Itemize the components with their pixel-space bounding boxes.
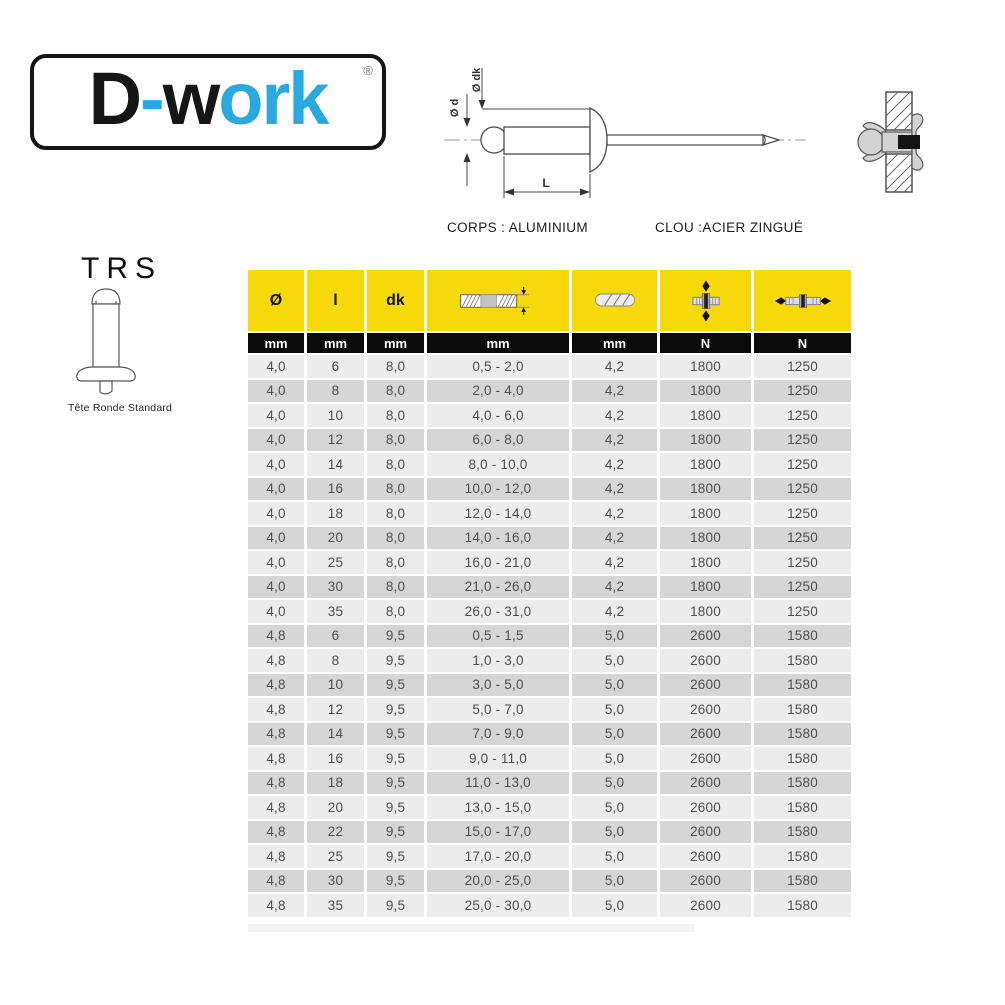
- table-cell: 18: [307, 502, 364, 525]
- table-cell: 12: [307, 698, 364, 721]
- table-cell: 9,5: [367, 625, 424, 648]
- table-cell: 5,0: [572, 845, 657, 868]
- table-cell: 1250: [754, 429, 851, 452]
- table-row: [248, 527, 851, 550]
- table-cell: 1800: [660, 355, 751, 378]
- table-cell: 4,0: [248, 429, 304, 452]
- table-cell: 1800: [660, 404, 751, 427]
- table-cell: 10: [307, 404, 364, 427]
- col-header-tensile: [754, 270, 851, 331]
- table-cell: 0,5 - 1,5: [427, 625, 569, 648]
- brand-logo: [30, 54, 386, 150]
- table-cell: 1250: [754, 502, 851, 525]
- col-header-length: [307, 270, 364, 331]
- table-cell: 1250: [754, 527, 851, 550]
- table-cell: 1800: [660, 453, 751, 476]
- table-cell: 8: [307, 380, 364, 403]
- trs-rivet-sketch: [73, 288, 139, 398]
- table-cell: 4,0 - 6,0: [427, 404, 569, 427]
- product-code: TRS: [81, 252, 162, 285]
- table-cell: 1580: [754, 870, 851, 893]
- cross-section-icon: [856, 90, 930, 194]
- dim-label-dk: Ø dk: [471, 67, 483, 93]
- table-cell: 5,0: [572, 698, 657, 721]
- table-row: [248, 478, 851, 501]
- rivet-flange: [590, 108, 607, 172]
- table-cell: 25: [307, 551, 364, 574]
- table-cell: 9,5: [367, 698, 424, 721]
- table-cell: 5,0: [572, 796, 657, 819]
- dim-arrow: [504, 189, 514, 196]
- table-cell: 4,0: [248, 576, 304, 599]
- table-cell: 4,8: [248, 796, 304, 819]
- table-cell: 1250: [754, 478, 851, 501]
- table-cell: 8,0: [367, 502, 424, 525]
- table-cell: 1250: [754, 453, 851, 476]
- table-cell: 30: [307, 870, 364, 893]
- logo-segment: ork: [218, 57, 328, 140]
- col-header-head-diameter: [367, 270, 424, 331]
- registered-trademark-icon: ®: [363, 63, 373, 78]
- table-cell: 12: [307, 429, 364, 452]
- table-row: [248, 845, 851, 868]
- rivet-body: [504, 127, 590, 154]
- table-row: [248, 551, 851, 574]
- table-row: [248, 453, 851, 476]
- product-caption: Tête Ronde Standard: [67, 402, 173, 414]
- table-cell: 1250: [754, 576, 851, 599]
- table-cell: 35: [307, 894, 364, 917]
- table-cell: 8,0: [367, 551, 424, 574]
- table-cell: 4,2: [572, 551, 657, 574]
- icon-header-row: [248, 270, 851, 331]
- table-cell: 6: [307, 625, 364, 648]
- col-header-shear: [660, 270, 751, 331]
- table-cell: 1250: [754, 355, 851, 378]
- table-cell: 1250: [754, 551, 851, 574]
- logo-segment: D: [88, 57, 141, 140]
- table-cell: 21,0 - 26,0: [427, 576, 569, 599]
- table-row: [248, 625, 851, 648]
- table-cell: 25,0 - 30,0: [427, 894, 569, 917]
- table-cell: 1800: [660, 478, 751, 501]
- table-cell: 2600: [660, 821, 751, 844]
- dim-arrow: [479, 100, 486, 109]
- table-row: [248, 600, 851, 623]
- table-cell: 4,8: [248, 894, 304, 917]
- table-cell: 4,0: [248, 502, 304, 525]
- dim-label-d: Ø d: [449, 98, 461, 118]
- table-cell: 30: [307, 576, 364, 599]
- table-cell: 8,0 - 10,0: [427, 453, 569, 476]
- table-cell: 7,0 - 9,0: [427, 723, 569, 746]
- table-cell: 9,5: [367, 870, 424, 893]
- table-cell: 4,2: [572, 527, 657, 550]
- table-cell: 4,2: [572, 380, 657, 403]
- table-cell: 6,0 - 8,0: [427, 429, 569, 452]
- table-cell: 9,5: [367, 845, 424, 868]
- table-cell: 2600: [660, 796, 751, 819]
- rivet-ball-head: [481, 127, 507, 153]
- table-cell: 8,0: [367, 453, 424, 476]
- table-cell: 14: [307, 723, 364, 746]
- table-cell: 8,0: [367, 380, 424, 403]
- table-row: [248, 894, 851, 917]
- table-cell: 1800: [660, 527, 751, 550]
- table-cell: 4,8: [248, 747, 304, 770]
- table-cell: 0,5 - 2,0: [427, 355, 569, 378]
- table-cell: 8: [307, 649, 364, 672]
- col-header-label: Ø: [269, 291, 283, 309]
- set-rivet-cross-section: [856, 90, 930, 194]
- table-row: [248, 723, 851, 746]
- table-cell: 4,2: [572, 453, 657, 476]
- table-cell: 15,0 - 17,0: [427, 821, 569, 844]
- table-cell: 4,8: [248, 723, 304, 746]
- table-cell: 4,8: [248, 698, 304, 721]
- table-cell: 4,0: [248, 551, 304, 574]
- cropped-next-row-artifact: [248, 924, 695, 932]
- table-cell: 2600: [660, 845, 751, 868]
- table-cell: 4,0: [248, 527, 304, 550]
- table-cell: 20: [307, 527, 364, 550]
- hatched-plate-top: [886, 92, 912, 130]
- col-header-label: dk: [386, 291, 405, 309]
- table-cell: 1800: [660, 380, 751, 403]
- unit-cell: mm: [248, 333, 304, 353]
- table-cell: 9,5: [367, 649, 424, 672]
- table-row: [248, 674, 851, 697]
- mandrel-tip: [763, 135, 779, 145]
- table-cell: 5,0: [572, 723, 657, 746]
- table-cell: 2600: [660, 747, 751, 770]
- table-cell: 4,2: [572, 404, 657, 427]
- rivet-mandrel: [607, 135, 763, 145]
- nail-material-note: CLOU :ACIER ZINGUÉ: [655, 220, 804, 235]
- table-cell: 12,0 - 14,0: [427, 502, 569, 525]
- table-cell: 1580: [754, 625, 851, 648]
- table-row: [248, 355, 851, 378]
- table-cell: 22: [307, 821, 364, 844]
- table-cell: 4,2: [572, 502, 657, 525]
- col-header-grip-range: [427, 270, 569, 331]
- brand-logo-text: [88, 57, 328, 140]
- rivet-side-view: [440, 48, 812, 218]
- table-cell: 2600: [660, 870, 751, 893]
- table-cell: 1800: [660, 576, 751, 599]
- table-cell: 20,0 - 25,0: [427, 870, 569, 893]
- table-cell: 1580: [754, 747, 851, 770]
- col-header-label: l: [333, 291, 338, 309]
- table-cell: 4,2: [572, 355, 657, 378]
- table-cell: 1580: [754, 796, 851, 819]
- table-cell: 8,0: [367, 576, 424, 599]
- table-cell: 2600: [660, 894, 751, 917]
- table-cell: 2600: [660, 649, 751, 672]
- units-header-row: [248, 333, 851, 353]
- table-cell: 9,5: [367, 821, 424, 844]
- dim-arrow: [464, 118, 471, 127]
- table-cell: 5,0: [572, 821, 657, 844]
- table-row: [248, 821, 851, 844]
- table-cell: 1250: [754, 380, 851, 403]
- rivet-flange: [77, 367, 136, 381]
- table-cell: 8,0: [367, 600, 424, 623]
- table-row: [248, 747, 851, 770]
- dim-arrow: [464, 153, 471, 162]
- table-cell: 1800: [660, 600, 751, 623]
- table-cell: 11,0 - 13,0: [427, 772, 569, 795]
- logo-segment: -: [140, 57, 163, 140]
- table-cell: 5,0: [572, 772, 657, 795]
- trs-rivet-icon: [73, 288, 139, 398]
- table-cell: 6: [307, 355, 364, 378]
- table-cell: 2,0 - 4,0: [427, 380, 569, 403]
- table-cell: 17,0 - 20,0: [427, 845, 569, 868]
- drill-bit-icon: [594, 292, 636, 308]
- table-cell: 1580: [754, 723, 851, 746]
- table-cell: 4,2: [572, 600, 657, 623]
- table-row: [248, 796, 851, 819]
- table-cell: 4,8: [248, 772, 304, 795]
- table-cell: 16: [307, 478, 364, 501]
- table-row: [248, 429, 851, 452]
- rivet-shank: [93, 304, 119, 367]
- table-cell: 4,8: [248, 845, 304, 868]
- table-cell: 2600: [660, 698, 751, 721]
- grip-range-icon: [459, 287, 537, 315]
- tensile-strength-icon: [774, 290, 832, 312]
- unit-cell: N: [754, 333, 851, 353]
- table-row: [248, 772, 851, 795]
- broken-mandrel: [898, 135, 920, 149]
- table-cell: 1800: [660, 551, 751, 574]
- table-cell: 3,0 - 5,0: [427, 674, 569, 697]
- table-cell: 8,0: [367, 527, 424, 550]
- table-cell: 9,5: [367, 796, 424, 819]
- table-cell: 1250: [754, 404, 851, 427]
- table-cell: 35: [307, 600, 364, 623]
- table-cell: 9,5: [367, 894, 424, 917]
- table-cell: 4,0: [248, 404, 304, 427]
- table-cell: 25: [307, 845, 364, 868]
- logo-segment: w: [162, 57, 219, 140]
- rivet-technical-drawing: [440, 48, 812, 218]
- table-cell: 4,8: [248, 625, 304, 648]
- table-cell: 4,0: [248, 600, 304, 623]
- table-cell: 4,0: [248, 355, 304, 378]
- table-cell: 4,2: [572, 478, 657, 501]
- table-cell: 4,2: [572, 429, 657, 452]
- table-cell: 4,8: [248, 674, 304, 697]
- table-cell: 1250: [754, 600, 851, 623]
- col-header-drill: [572, 270, 657, 331]
- table-cell: 4,0: [248, 453, 304, 476]
- table-cell: 4,8: [248, 870, 304, 893]
- table-cell: 9,5: [367, 772, 424, 795]
- table-cell: 1800: [660, 429, 751, 452]
- body-material-note: CORPS : ALUMINIUM: [447, 220, 589, 235]
- table-cell: 9,5: [367, 747, 424, 770]
- dim-arrow: [580, 189, 590, 196]
- table-cell: 20: [307, 796, 364, 819]
- table-cell: 18: [307, 772, 364, 795]
- table-cell: 9,5: [367, 723, 424, 746]
- table-cell: 1580: [754, 845, 851, 868]
- table-cell: 14: [307, 453, 364, 476]
- table-row: [248, 576, 851, 599]
- table-row: [248, 870, 851, 893]
- table-cell: 1580: [754, 821, 851, 844]
- spec-table-body: [248, 355, 851, 917]
- table-cell: 1580: [754, 649, 851, 672]
- table-cell: 8,0: [367, 404, 424, 427]
- table-row: [248, 502, 851, 525]
- table-row: [248, 404, 851, 427]
- table-cell: 5,0: [572, 894, 657, 917]
- table-cell: 5,0: [572, 674, 657, 697]
- table-cell: 8,0: [367, 355, 424, 378]
- table-cell: 10,0 - 12,0: [427, 478, 569, 501]
- table-cell: 5,0: [572, 870, 657, 893]
- table-cell: 16,0 - 21,0: [427, 551, 569, 574]
- table-cell: 1800: [660, 502, 751, 525]
- table-cell: 5,0: [572, 625, 657, 648]
- table-cell: 9,5: [367, 674, 424, 697]
- col-header-diameter: [248, 270, 304, 331]
- table-cell: 5,0: [572, 747, 657, 770]
- unit-cell: N: [660, 333, 751, 353]
- table-cell: 14,0 - 16,0: [427, 527, 569, 550]
- table-cell: 4,0: [248, 380, 304, 403]
- table-row: [248, 380, 851, 403]
- table-cell: 8,0: [367, 478, 424, 501]
- unit-cell: mm: [572, 333, 657, 353]
- table-cell: 2600: [660, 625, 751, 648]
- table-cell: 4,8: [248, 821, 304, 844]
- table-row: [248, 698, 851, 721]
- table-cell: 9,0 - 11,0: [427, 747, 569, 770]
- table-cell: 13,0 - 15,0: [427, 796, 569, 819]
- mandrel-stub: [100, 381, 112, 394]
- table-cell: 1580: [754, 674, 851, 697]
- table-cell: 4,0: [248, 478, 304, 501]
- table-cell: 5,0 - 7,0: [427, 698, 569, 721]
- table-cell: 1,0 - 3,0: [427, 649, 569, 672]
- shear-strength-icon: [692, 279, 720, 323]
- table-cell: 2600: [660, 772, 751, 795]
- dim-label-length: L: [542, 176, 550, 190]
- table-cell: 1580: [754, 698, 851, 721]
- table-row: [248, 649, 851, 672]
- table-cell: 1580: [754, 894, 851, 917]
- table-cell: 10: [307, 674, 364, 697]
- spec-table: [245, 268, 854, 919]
- unit-cell: mm: [427, 333, 569, 353]
- table-cell: 26,0 - 31,0: [427, 600, 569, 623]
- unit-cell: mm: [367, 333, 424, 353]
- table-cell: 2600: [660, 674, 751, 697]
- table-cell: 16: [307, 747, 364, 770]
- table-cell: 2600: [660, 723, 751, 746]
- table-cell: 8,0: [367, 429, 424, 452]
- hatched-plate-bottom: [886, 154, 912, 192]
- table-cell: 5,0: [572, 649, 657, 672]
- table-cell: 1580: [754, 772, 851, 795]
- unit-cell: mm: [307, 333, 364, 353]
- table-cell: 4,2: [572, 576, 657, 599]
- table-cell: 4,8: [248, 649, 304, 672]
